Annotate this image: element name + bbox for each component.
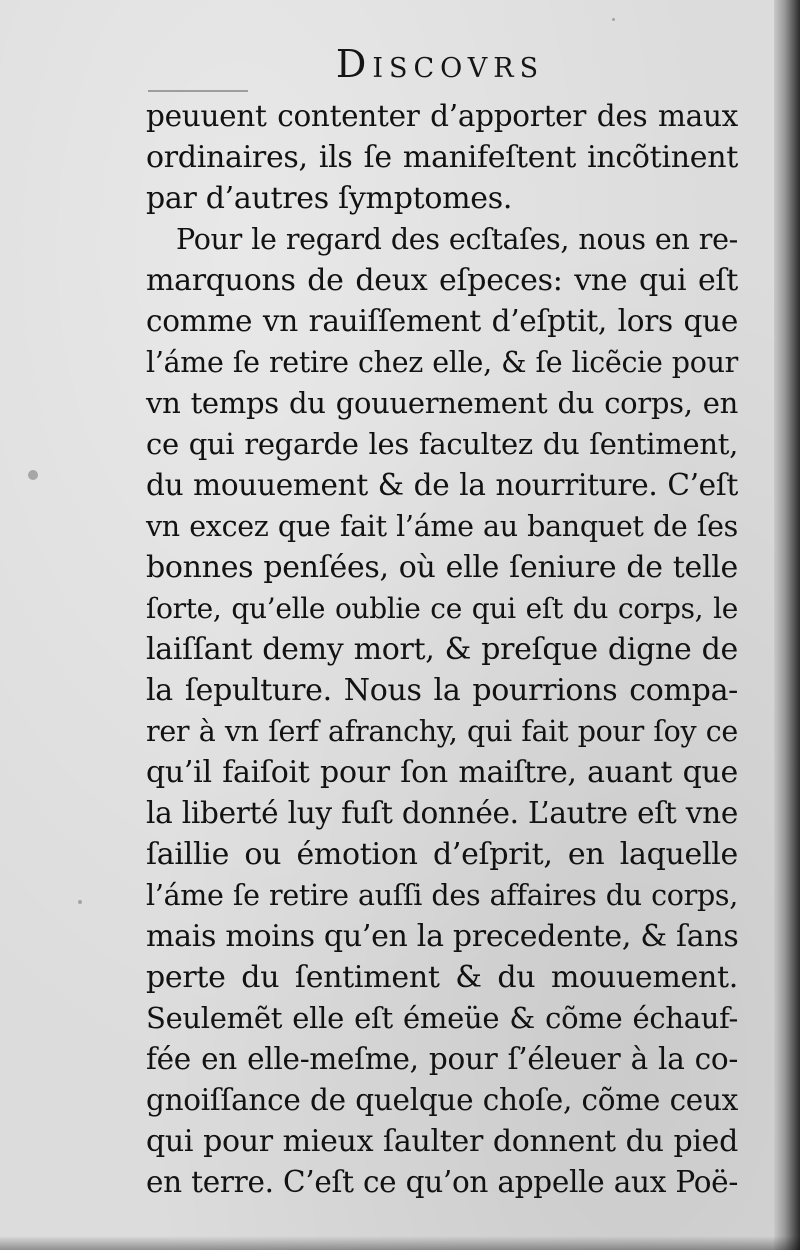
text-line: ce qui regarde les facultez du ſentiment, xyxy=(146,427,738,461)
text-line: en terre. C’eſt ce qu’on appelle aux Poë- xyxy=(146,1165,738,1199)
text-line: Seulemẽt elle eſt émeüe & cõme échauf- xyxy=(146,1001,738,1035)
text-line: fée en elle-meſme, pour ſ’éleuer à la co- xyxy=(146,1042,738,1076)
text-line: vn temps du gouuernement du corps, en xyxy=(146,386,738,420)
paper-speck xyxy=(612,18,615,21)
text-line: ſaillie ou émotion d’eſprit, en laquelle xyxy=(146,837,738,872)
text-line: ſorte, qu’elle oublie ce qui eſt du corps, le xyxy=(146,592,738,625)
text-line: l’áme ſe retire chez elle, & ſe licẽcie pour xyxy=(146,346,738,379)
page-gutter-shadow xyxy=(774,0,800,1250)
body-text xyxy=(146,96,738,1203)
text-line: ordinaires, ils ſe manifeſtent incõtinent xyxy=(146,140,738,175)
text-line: perte du ſentiment & du mouuement. xyxy=(146,960,738,995)
text-line: la liberté luy fuſt donnée. L’autre eſt vne xyxy=(146,796,738,830)
paper-speck xyxy=(78,900,82,904)
running-head: Discovrs xyxy=(335,42,545,86)
text-line: mais moins qu’en la precedente, & ſans xyxy=(146,919,739,954)
text-line: peuuent contenter d’apporter des maux xyxy=(146,99,738,133)
text-line: marquons de deux eſpeces: vne qui eſt xyxy=(146,263,738,298)
text-line: gnoiſſance de quelque choſe, cõme ceux xyxy=(146,1083,738,1117)
text-line: par d’autres ſymptomes. xyxy=(146,181,513,216)
text-line: Pour le regard des ecſtaſes, nous en re- xyxy=(176,223,738,256)
text-line: l’áme ſe retire auſſi des affaires du corps, xyxy=(146,879,738,912)
text-line: du mouuement & de la nourriture. C’eſt xyxy=(146,468,738,502)
text-line: laiſſant demy mort, & preſque digne de xyxy=(146,632,738,667)
text-line: rer à vn ſerf afranchy, qui fait pour ſoy ce xyxy=(146,715,738,748)
page-bottom-edge xyxy=(0,1236,800,1250)
paper-speck xyxy=(28,470,38,480)
text-line: bonnes penſées, où elle ſeniure de telle xyxy=(146,550,738,585)
running-head-rule xyxy=(148,90,248,92)
text-line: qu’il faiſoit pour ſon maiſtre, auant que xyxy=(146,755,738,790)
text-line: la ſepulture. Nous la pourrions compa- xyxy=(146,673,738,708)
text-line: vn excez que fait l’áme au banquet de ſes xyxy=(146,510,738,543)
text-line: qui pour mieux ſaulter donnent du pied xyxy=(146,1124,738,1159)
text-line: comme vn rauiſſement d’eſptit, lors que xyxy=(146,304,738,338)
